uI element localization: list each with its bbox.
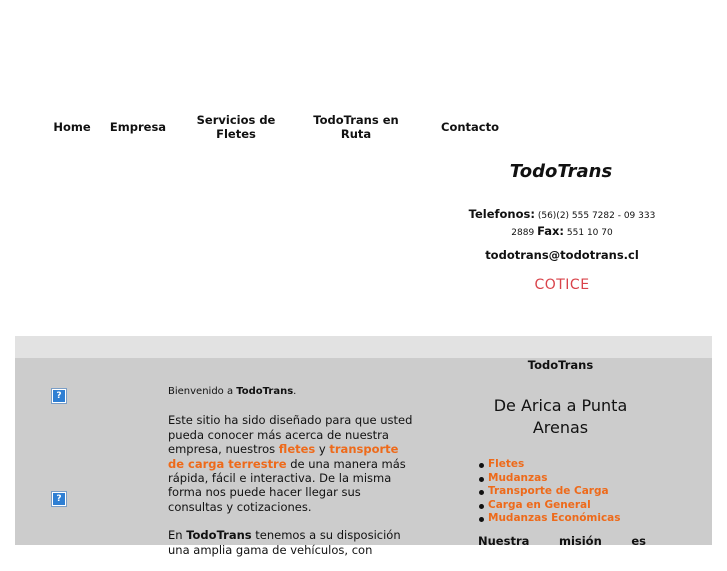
nav-contacto[interactable]: Contacto [441,120,499,134]
nav-todotrans-en-ruta[interactable]: TodoTrans en Ruta [313,113,399,141]
broken-image-icon: ? [52,492,66,506]
cotice-link[interactable]: COTICE [534,277,590,293]
contact-email-link[interactable]: todotrans@todotrans.cl [485,248,639,262]
service-link-mudanzas[interactable]: Mudanzas [488,472,621,486]
brand-logo-text: TodoTrans [509,161,613,182]
service-link-mudanzas-economicas[interactable]: Mudanzas Económicas [488,512,621,524]
nav-empresa[interactable]: Empresa [109,120,167,134]
sidebar-title: TodoTrans [527,358,594,372]
sidebar-heading: De Arica a Punta Arenas [493,396,628,437]
nav-home[interactable]: Home [53,120,91,134]
content-header-band [15,336,712,358]
nav-servicios-de-fletes[interactable]: Servicios de Fletes [196,113,276,141]
fleet-paragraph: En TodoTrans tenemos a su disposición una amplia gama de vehículos, con [168,528,401,557]
fax-label: Fax: [537,224,565,238]
fletes-link[interactable]: fletes [278,442,316,457]
broken-image-icon: ? [52,389,66,403]
intro-text [168,385,418,571]
service-link-transporte-de-carga[interactable]: Transporte de Carga [488,485,621,499]
phone-label: Telefonos: [468,207,535,221]
transporte-de-carga-link[interactable]: transporte de carga terrestre [168,442,399,471]
services-list [478,458,621,526]
welcome-paragraph: Bienvenido a TodoTrans. [168,386,297,397]
mission-text: Nuestra misión es [478,534,646,548]
fax-value: 551 10 70 [566,228,613,238]
service-link-carga-en-general[interactable]: Carga en General [488,499,621,513]
phone-value: (56)(2) 555 7282 - 09 333 2889 [511,211,656,238]
service-link-fletes[interactable]: Fletes [488,458,621,472]
about-paragraph: Este sitio ha sido diseñado para que usted pueda conocer más acerca de nuestra empresa, nuestros fletes y transporte de carga terrestre de una manera más rápida, fácil e interactiva. De la misma forma nos puede hacer llegar sus consultas y cotizaciones. [168,413,413,514]
contact-info [468,207,656,241]
